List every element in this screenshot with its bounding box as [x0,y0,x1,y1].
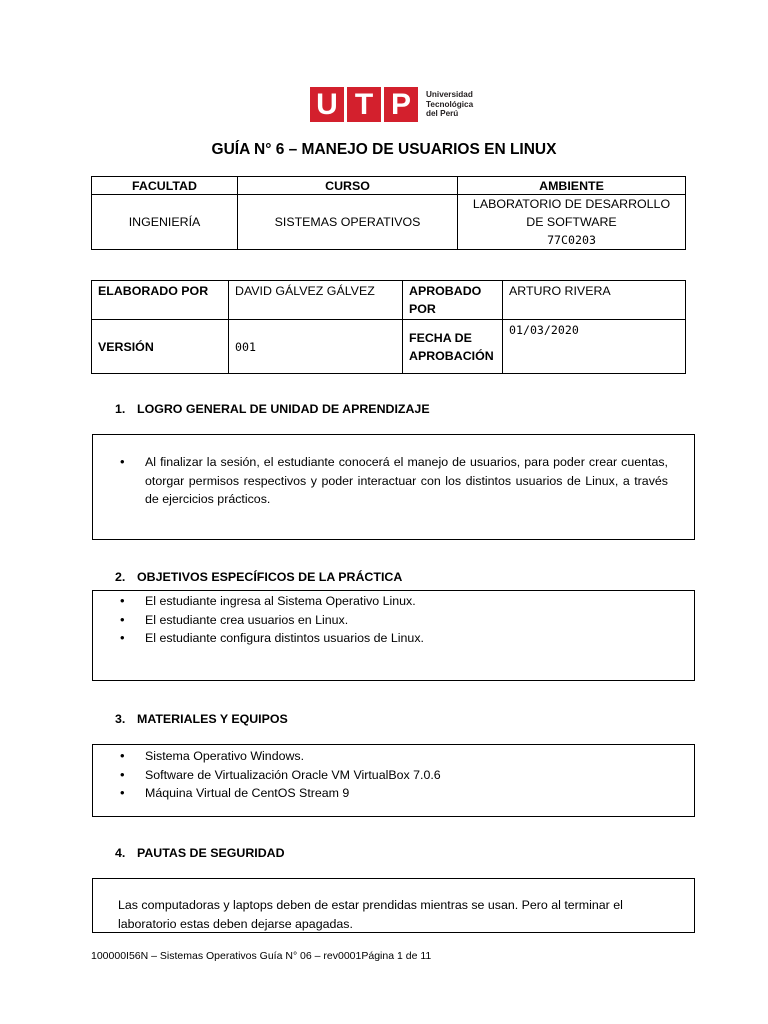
header-ambiente: AMBIENTE [458,177,686,195]
fecha-label [403,320,503,374]
ambiente-line-2: DE SOFTWARE [526,215,617,229]
table-row [92,281,686,320]
elaborado-value: DAVID GÁLVEZ GÁLVEZ [229,281,403,320]
cell-curso: SISTEMAS OPERATIVOS [238,195,458,250]
list-item: • El estudiante crea usuarios en Linux. [118,611,678,630]
logro-list [118,453,668,509]
list-item: • Al finalizar la sesión, el estudiante conocerá el manejo de usuarios, para poder crear cuentas, otorgar permisos respectivos y poder interactuar con los distintos usuarios de Linux, a través de ejercicios prácticos. [118,453,668,509]
section-heading-logro [115,402,430,416]
objetivos-box [92,590,695,681]
logo-letter-p: P [384,87,418,122]
page-footer: 100000I56N – Sistemas Operativos Guía N° 06 – rev0001Página 1 de 11 [91,950,432,962]
logo-letter-u: U [310,87,344,122]
section-heading-materiales [115,712,288,726]
objetivos-list [118,592,678,648]
elaborado-label: ELABORADO POR [92,281,229,320]
section-title: MATERIALES Y EQUIPOS [137,712,288,726]
aprobado-value: ARTURO RIVERA [503,281,686,320]
pautas-box [92,878,695,933]
list-item: • Sistema Operativo Windows. [118,747,678,766]
aprobado-label-line-2: POR [409,302,436,316]
pautas-text: Las computadoras y laptops deben de estar prendidas mientras se usan. Pero al terminar el laboratorio estas deben dejarse apagadas. [118,898,623,931]
document-meta-table [91,280,686,374]
materiales-list [118,747,678,803]
fecha-label-line-2: APROBACIÓN [409,348,494,363]
section-number: 4. [115,846,126,860]
utp-logo [310,87,480,123]
course-info-table [91,176,686,250]
table-row [92,195,686,250]
table-row [92,320,686,374]
logo-line-2: Tecnológica [426,99,474,109]
logo-wordmark [426,90,473,119]
version-value: 001 [229,320,403,374]
section-number: 2. [115,570,126,584]
fecha-value: 01/03/2020 [503,320,686,374]
cell-facultad: INGENIERÍA [92,195,238,250]
materiales-box [92,744,695,817]
list-item: • Máquina Virtual de CentOS Stream 9 [118,784,678,803]
version-label: VERSIÓN [92,320,229,374]
logro-box [92,434,695,540]
logo-line-1: Universidad [426,90,473,99]
list-item: • Software de Virtualización Oracle VM VirtualBox 7.0.6 [118,766,678,785]
section-heading-pautas [115,846,285,860]
logo-letter-t: T [347,87,381,122]
list-item: • El estudiante configura distintos usuarios de Linux. [118,629,678,648]
section-heading-objetivos [115,570,402,584]
logo-line-3: del Perú [426,109,459,118]
list-item: • El estudiante ingresa al Sistema Operativo Linux. [118,592,678,611]
section-title: LOGRO GENERAL DE UNIDAD DE APRENDIZAJE [137,402,430,416]
header-facultad: FACULTAD [92,177,238,195]
header-curso: CURSO [238,177,458,195]
aprobado-label [403,281,503,320]
ambiente-line-1: LABORATORIO DE DESARROLLO [472,197,671,211]
page-title: GUÍA N° 6 – MANEJO DE USUARIOS EN LINUX [211,141,557,158]
cell-ambiente [458,195,686,250]
aprobado-label-line-1: APROBADO [409,284,482,298]
section-number: 1. [115,402,126,416]
section-title: OBJETIVOS ESPECÍFICOS DE LA PRÁCTICA [137,570,403,584]
section-number: 3. [115,712,126,726]
ambiente-code: 77C0203 [547,233,596,247]
table-header-row [92,177,686,195]
fecha-label-line-1: FECHA DE [409,330,472,345]
section-title: PAUTAS DE SEGURIDAD [137,846,285,860]
